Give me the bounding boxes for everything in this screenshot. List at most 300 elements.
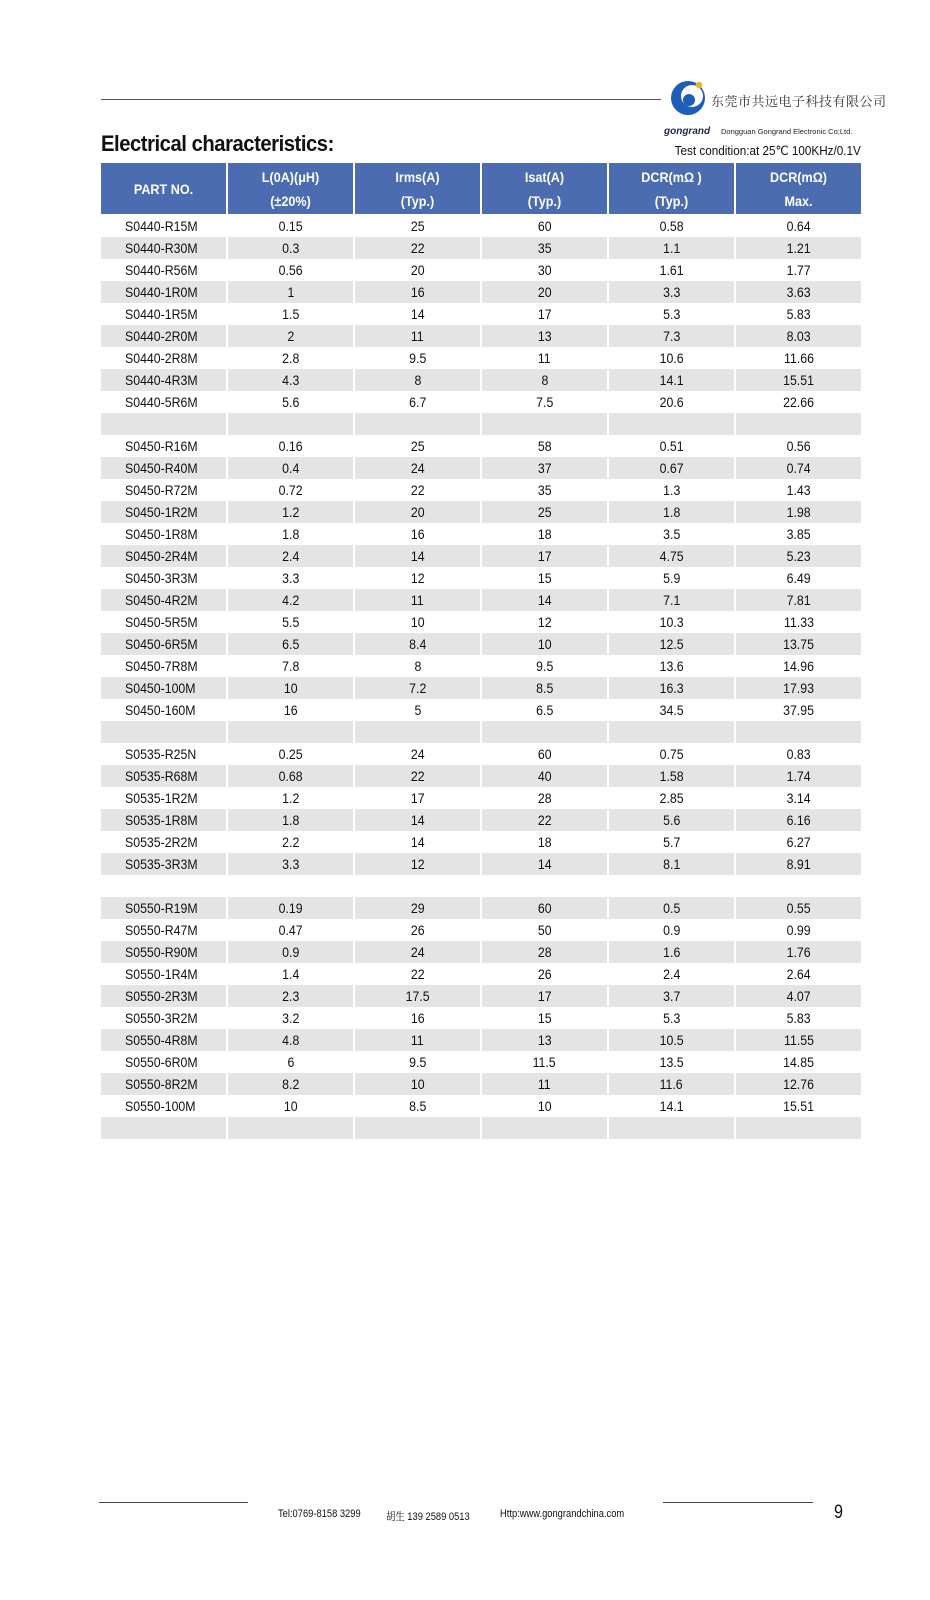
value-cell (736, 413, 861, 435)
value-cell: 0.64 (786, 218, 811, 234)
value-cell: 22.66 (783, 394, 814, 410)
value-cell: 20 (355, 501, 480, 523)
part-number-cell: S0450-160M (125, 702, 196, 718)
table-row (101, 611, 861, 633)
value-cell: 7.8 (281, 658, 300, 674)
value-cell: 17 (410, 790, 425, 806)
value-cell: 14 (482, 853, 607, 875)
part-number-cell: S0550-6R0M (125, 1054, 198, 1070)
value-cell (736, 875, 861, 897)
part-number-cell: S0440-5R6M (125, 394, 198, 410)
table-row (101, 1051, 861, 1073)
value-cell: 1.6 (609, 941, 734, 963)
value-cell: 8.5 (482, 677, 607, 699)
part-number-cell: S0450-2R4M (101, 545, 226, 567)
value-cell: 11 (355, 589, 480, 611)
table-row (101, 545, 861, 567)
value-cell: 10 (537, 1098, 552, 1114)
value-cell: 0.72 (278, 482, 303, 498)
part-number-cell: S0450-R16M (125, 438, 198, 454)
part-number-cell: S0550-2R3M (101, 985, 226, 1007)
value-cell: 5.7 (662, 834, 681, 850)
value-cell: 0.55 (736, 897, 861, 919)
table-row (101, 501, 861, 523)
value-cell: 1.4 (281, 966, 300, 982)
table-row (101, 303, 861, 325)
part-number-cell: S0450-5R5M (125, 614, 198, 630)
value-cell: 4.75 (609, 545, 734, 567)
value-cell: 0.25 (278, 746, 303, 762)
value-cell: 20.6 (659, 394, 684, 410)
value-cell: 11.6 (609, 1073, 734, 1095)
value-cell: 2.4 (228, 545, 353, 567)
value-cell: 18 (537, 834, 552, 850)
value-cell: 10 (228, 677, 353, 699)
table-row (101, 765, 861, 787)
value-cell: 14.1 (609, 369, 734, 391)
part-number-cell: S0450-100M (101, 677, 226, 699)
value-cell: 3.2 (281, 1010, 300, 1026)
part-number-cell: S0450-6R5M (101, 633, 226, 655)
value-cell: 0.9 (228, 941, 353, 963)
table-row (101, 281, 861, 303)
table-row (101, 677, 861, 699)
value-cell: 16.3 (609, 677, 734, 699)
part-number-cell: S0535-2R2M (125, 834, 198, 850)
value-cell: 1.8 (228, 809, 353, 831)
value-cell: 8.1 (609, 853, 734, 875)
value-cell: 1.5 (281, 306, 300, 322)
column-header (228, 163, 353, 215)
column-header (609, 163, 734, 215)
table-row (101, 809, 861, 831)
value-cell (228, 413, 353, 435)
value-cell: 30 (537, 262, 552, 278)
value-cell (482, 1117, 607, 1139)
value-cell: 20 (410, 262, 425, 278)
footer-mobile: 胡生 139 2589 0513 (386, 1511, 470, 1523)
value-cell (355, 413, 480, 435)
value-cell: 5.5 (281, 614, 300, 630)
part-number-cell: S0440-R30M (101, 237, 226, 259)
value-cell: 22 (355, 765, 480, 787)
test-condition: Test condition:at 25℃ 100KHz/0.1V (674, 143, 861, 158)
value-cell: 5.6 (281, 394, 300, 410)
value-cell: 14 (482, 589, 607, 611)
value-cell: 12.5 (609, 633, 734, 655)
value-cell (609, 875, 734, 897)
column-header-label: (Typ.) (654, 192, 689, 209)
part-number-cell: S0550-1R4M (125, 966, 198, 982)
part-number-cell: S0550-100M (125, 1098, 196, 1114)
value-cell: 2.8 (281, 350, 300, 366)
value-cell: 11.33 (783, 614, 814, 630)
footer-rule-left (99, 1502, 248, 1503)
value-cell: 3.85 (786, 526, 811, 542)
column-header (736, 163, 861, 215)
part-number-cell: S0550-4R8M (101, 1029, 226, 1051)
table-row (101, 1073, 861, 1095)
column-header-label: Max. (784, 192, 813, 209)
value-cell (355, 875, 480, 897)
value-cell (736, 721, 861, 743)
value-cell: 3.7 (609, 985, 734, 1007)
value-cell: 24 (410, 746, 425, 762)
value-cell: 5 (414, 702, 421, 718)
section-title: Electrical characteristics: (101, 131, 334, 156)
value-cell: 4.8 (228, 1029, 353, 1051)
header-rule (101, 99, 661, 100)
value-cell: 25 (410, 438, 425, 454)
value-cell: 0.74 (736, 457, 861, 479)
value-cell: 13.75 (736, 633, 861, 655)
table-row (101, 721, 861, 743)
value-cell: 9.5 (408, 1054, 427, 1070)
value-cell: 11 (355, 325, 480, 347)
part-number-cell: S0535-1R2M (125, 790, 198, 806)
value-cell: 25 (410, 218, 425, 234)
value-cell: 14.96 (783, 658, 814, 674)
table-row (101, 589, 861, 611)
part-number-cell: S0440-R56M (125, 262, 198, 278)
value-cell: 10 (355, 1073, 480, 1095)
value-cell: 9.5 (535, 658, 554, 674)
value-cell: 10.6 (659, 350, 684, 366)
table-row (101, 369, 861, 391)
value-cell: 0.4 (228, 457, 353, 479)
value-cell: 10 (410, 614, 425, 630)
company-name-cn: 东莞市共远电子科技有限公司 (711, 95, 887, 110)
value-cell: 10 (482, 633, 607, 655)
value-cell: 7.5 (535, 394, 554, 410)
value-cell: 29 (355, 897, 480, 919)
value-cell: 60 (537, 746, 552, 762)
value-cell: 5.83 (786, 1010, 811, 1026)
part-number-cell: S0535-1R8M (101, 809, 226, 831)
value-cell: 8 (355, 369, 480, 391)
value-cell: 13.6 (659, 658, 684, 674)
value-cell: 5.23 (736, 545, 861, 567)
value-cell: 5.6 (609, 809, 734, 831)
value-cell: 2.64 (786, 966, 811, 982)
value-cell: 60 (482, 897, 607, 919)
electrical-characteristics-table (101, 163, 863, 1139)
value-cell: 15.51 (736, 369, 861, 391)
table-row (101, 1095, 861, 1117)
part-number-cell: S0440-2R0M (101, 325, 226, 347)
part-number-cell: S0450-R40M (101, 457, 226, 479)
value-cell: 2.2 (281, 834, 300, 850)
value-cell (228, 875, 353, 897)
table-body (101, 215, 861, 1139)
column-header (101, 163, 226, 215)
table-row (101, 963, 861, 985)
value-cell: 1.1 (609, 237, 734, 259)
value-cell: 28 (537, 790, 552, 806)
value-cell: 5.3 (662, 306, 681, 322)
value-cell: 18 (537, 526, 552, 542)
value-cell: 10 (283, 1098, 298, 1114)
value-cell: 6.49 (786, 570, 811, 586)
part-number-cell (101, 1117, 226, 1139)
value-cell: 24 (355, 941, 480, 963)
table-row (101, 325, 861, 347)
part-number-cell (101, 875, 226, 897)
value-cell (609, 1117, 734, 1139)
value-cell: 6.5 (535, 702, 554, 718)
value-cell: 6.7 (408, 394, 427, 410)
value-cell: 1.98 (736, 501, 861, 523)
value-cell: 1.74 (736, 765, 861, 787)
value-cell: 1.21 (736, 237, 861, 259)
value-cell (228, 1117, 353, 1139)
part-number-cell: S0450-1R8M (125, 526, 198, 542)
table-row (101, 567, 861, 589)
value-cell: 6.16 (736, 809, 861, 831)
value-cell: 16 (410, 526, 425, 542)
part-number-cell: S0440-2R8M (125, 350, 198, 366)
page-number: 9 (834, 1502, 843, 1523)
value-cell: 14.1 (659, 1098, 684, 1114)
value-cell: 8.03 (736, 325, 861, 347)
table-row (101, 941, 861, 963)
value-cell: 40 (482, 765, 607, 787)
value-cell: 0.5 (609, 897, 734, 919)
value-cell: 0.68 (228, 765, 353, 787)
part-number-cell: S0450-R72M (125, 482, 198, 498)
table-row (101, 919, 861, 941)
value-cell: 7.81 (736, 589, 861, 611)
value-cell: 0.67 (609, 457, 734, 479)
value-cell: 0.75 (659, 746, 684, 762)
table-row (101, 259, 861, 281)
part-number-cell: S0450-7R8M (125, 658, 198, 674)
value-cell: 58 (537, 438, 552, 454)
value-cell: 3.3 (281, 570, 300, 586)
column-header-label: DCR(mΩ) (769, 168, 827, 185)
value-cell: 3.63 (736, 281, 861, 303)
value-cell: 2.85 (659, 790, 684, 806)
value-cell: 0.3 (228, 237, 353, 259)
column-header-label: (Typ.) (527, 192, 562, 209)
value-cell: 22 (355, 237, 480, 259)
value-cell: 13.5 (659, 1054, 684, 1070)
value-cell: 10.5 (609, 1029, 734, 1051)
part-number-cell: S0440-1R0M (101, 281, 226, 303)
footer-phone: Tel:0769-8158 3299 (278, 1508, 361, 1520)
footer-rule-right (663, 1502, 813, 1503)
column-header-label: L(0A)(μH) (261, 168, 320, 185)
value-cell: 8.2 (228, 1073, 353, 1095)
value-cell: 3.3 (228, 853, 353, 875)
value-cell: 3.14 (786, 790, 811, 806)
table-row (101, 897, 861, 919)
value-cell: 16 (410, 1010, 425, 1026)
part-number-cell: S0535-R68M (101, 765, 226, 787)
value-cell: 8 (414, 658, 421, 674)
value-cell: 26 (537, 966, 552, 982)
value-cell (482, 413, 607, 435)
value-cell: 6 (287, 1054, 294, 1070)
value-cell: 0.99 (786, 922, 811, 938)
column-header-label: Isat(A) (524, 168, 565, 185)
value-cell: 22 (482, 809, 607, 831)
part-number-cell: S0550-8R2M (101, 1073, 226, 1095)
brand-name: gongrand (664, 126, 711, 137)
value-cell: 37 (482, 457, 607, 479)
value-cell: 15.51 (783, 1098, 814, 1114)
value-cell: 1.3 (662, 482, 681, 498)
table-row (101, 699, 861, 721)
value-cell: 24 (355, 457, 480, 479)
part-number-cell: S0550-R47M (125, 922, 198, 938)
table-row (101, 875, 861, 897)
table-row (101, 831, 861, 853)
value-cell: 0.9 (662, 922, 681, 938)
value-cell: 17 (537, 306, 552, 322)
value-cell: 1 (228, 281, 353, 303)
value-cell: 9.5 (408, 350, 427, 366)
table-row (101, 655, 861, 677)
value-cell: 14 (355, 809, 480, 831)
value-cell: 14.85 (783, 1054, 814, 1070)
value-cell: 0.19 (228, 897, 353, 919)
footer-website[interactable]: Http:www.gongrandchina.com (500, 1508, 625, 1520)
value-cell (609, 413, 734, 435)
value-cell: 17.5 (355, 985, 480, 1007)
part-number-cell: S0550-R90M (101, 941, 226, 963)
value-cell: 20 (482, 281, 607, 303)
value-cell: 2.3 (228, 985, 353, 1007)
value-cell: 11.55 (736, 1029, 861, 1051)
column-header-label: (Typ.) (400, 192, 435, 209)
table-row (101, 435, 861, 457)
value-cell: 8 (482, 369, 607, 391)
value-cell (228, 721, 353, 743)
table-row (101, 479, 861, 501)
value-cell (736, 1117, 861, 1139)
column-header (482, 163, 607, 215)
value-cell: 0.15 (278, 218, 303, 234)
value-cell: 3.3 (609, 281, 734, 303)
value-cell: 5.3 (662, 1010, 681, 1026)
value-cell: 25 (482, 501, 607, 523)
value-cell: 15 (537, 1010, 552, 1026)
value-cell: 11 (355, 1029, 480, 1051)
value-cell: 6.27 (786, 834, 811, 850)
value-cell: 26 (410, 922, 425, 938)
value-cell: 12 (537, 614, 552, 630)
value-cell: 12 (355, 853, 480, 875)
value-cell: 16 (283, 702, 298, 718)
table-row (101, 1007, 861, 1029)
value-cell (609, 721, 734, 743)
value-cell: 0.47 (278, 922, 303, 938)
table-row (101, 743, 861, 765)
value-cell: 11.66 (783, 350, 814, 366)
value-cell: 13 (482, 1029, 607, 1051)
value-cell: 4.2 (228, 589, 353, 611)
value-cell: 1.8 (609, 501, 734, 523)
value-cell: 35 (482, 237, 607, 259)
value-cell: 22 (410, 482, 425, 498)
value-cell: 0.51 (659, 438, 684, 454)
value-cell: 2 (228, 325, 353, 347)
value-cell: 1.43 (786, 482, 811, 498)
value-cell: 5.9 (662, 570, 681, 586)
part-number-cell: S0450-1R2M (101, 501, 226, 523)
part-number-cell: S0550-3R2M (125, 1010, 198, 1026)
value-cell: 37.95 (783, 702, 814, 718)
value-cell: 50 (537, 922, 552, 938)
part-number-cell: S0450-3R3M (125, 570, 198, 586)
value-cell: 34.5 (659, 702, 684, 718)
value-cell: 14 (355, 545, 480, 567)
value-cell: 2.4 (662, 966, 681, 982)
value-cell: 4.3 (228, 369, 353, 391)
table-row (101, 523, 861, 545)
part-number-cell: S0550-R19M (101, 897, 226, 919)
value-cell (482, 875, 607, 897)
value-cell (355, 721, 480, 743)
value-cell: 1.58 (609, 765, 734, 787)
value-cell: 60 (537, 218, 552, 234)
value-cell: 13 (482, 325, 607, 347)
value-cell: 1.77 (786, 262, 811, 278)
table-row (101, 347, 861, 369)
table-row (101, 633, 861, 655)
value-cell: 1.76 (736, 941, 861, 963)
value-cell: 10.3 (659, 614, 684, 630)
value-cell: 7.1 (609, 589, 734, 611)
table-row (101, 1117, 861, 1139)
part-number-cell (101, 413, 226, 435)
company-name-en: Dongguan Gongrand Electronic Co;Ltd. (721, 127, 853, 136)
value-cell: 4.07 (736, 985, 861, 1007)
value-cell: 0.16 (278, 438, 303, 454)
table-row (101, 391, 861, 413)
table-row (101, 1029, 861, 1051)
part-number-cell: S0440-4R3M (101, 369, 226, 391)
value-cell: 14 (410, 834, 425, 850)
value-cell: 12.76 (736, 1073, 861, 1095)
table-row (101, 985, 861, 1007)
table-row (101, 853, 861, 875)
value-cell: 22 (410, 966, 425, 982)
part-number-cell: S0440-1R5M (125, 306, 198, 322)
column-header (355, 163, 480, 215)
value-cell: 16 (355, 281, 480, 303)
column-header-label: DCR(mΩ ) (641, 168, 702, 185)
value-cell: 7.2 (355, 677, 480, 699)
part-number-cell: S0535-3R3M (101, 853, 226, 875)
value-cell: 1.2 (281, 790, 300, 806)
company-logo-icon (670, 77, 706, 117)
value-cell: 15 (537, 570, 552, 586)
value-cell: 28 (482, 941, 607, 963)
value-cell: 11 (482, 1073, 607, 1095)
table-row (101, 237, 861, 259)
value-cell: 17 (482, 985, 607, 1007)
value-cell: 0.58 (659, 218, 684, 234)
value-cell: 0.56 (786, 438, 811, 454)
value-cell: 35 (537, 482, 552, 498)
value-cell: 7.3 (609, 325, 734, 347)
value-cell: 12 (410, 570, 425, 586)
table-row (101, 787, 861, 809)
value-cell: 6.5 (228, 633, 353, 655)
column-header-label: PART NO. (133, 180, 194, 197)
